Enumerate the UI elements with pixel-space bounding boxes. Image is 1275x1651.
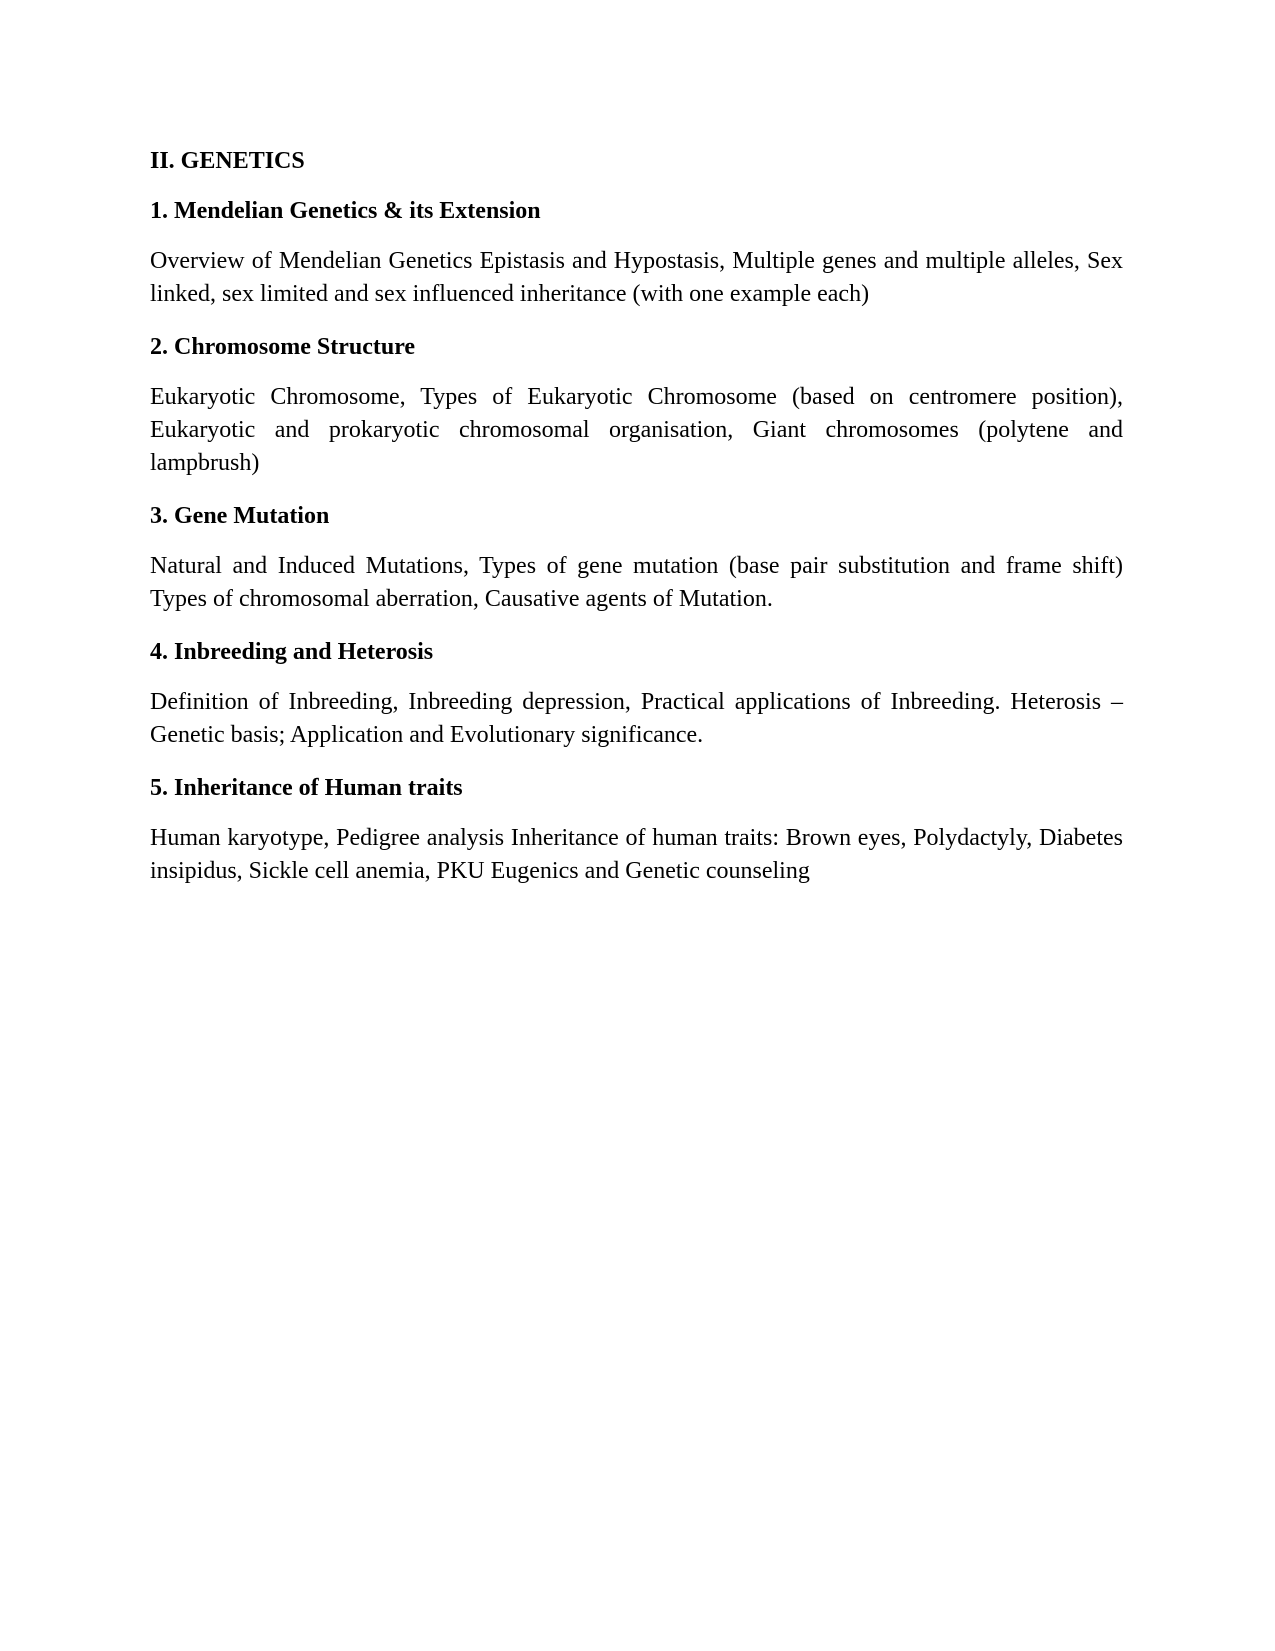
section-body: Definition of Inbreeding, Inbreeding depression, Practical applications of Inbreeding. Heterosis – Genetic basis; Application and Evolutionary significance.	[150, 689, 1123, 748]
document-page	[150, 145, 1123, 908]
section-body: Natural and Induced Mutations, Types of gene mutation (base pair substitution and frame shift) Types of chromosomal aberration, Causative agents of Mutation.	[150, 553, 1123, 612]
section-human-traits	[150, 772, 1123, 888]
section-gene-mutation	[150, 500, 1123, 616]
section-chromosome-structure	[150, 331, 1123, 480]
section-body: Eukaryotic Chromosome, Types of Eukaryotic Chromosome (based on centromere position), Eukaryotic and prokaryotic chromosomal organisation, Giant chromosomes (polytene and lampbrush)	[150, 384, 1123, 476]
section-title: 5. Inheritance of Human traits	[150, 775, 463, 801]
section-inbreeding-heterosis	[150, 636, 1123, 752]
section-title: 3. Gene Mutation	[150, 503, 330, 529]
section-title: 4. Inbreeding and Heterosis	[150, 639, 434, 665]
section-title: 2. Chromosome Structure	[150, 334, 416, 360]
section-body: Human karyotype, Pedigree analysis Inheritance of human traits: Brown eyes, Polydactyly, Diabetes insipidus, Sickle cell anemia, PKU Eugenics and Genetic counseling	[150, 825, 1123, 884]
document-heading: II. GENETICS	[150, 148, 305, 174]
section-mendelian-genetics	[150, 195, 1123, 311]
section-title: 1. Mendelian Genetics & its Extension	[150, 198, 541, 224]
section-body: Overview of Mendelian Genetics Epistasis and Hypostasis, Multiple genes and multiple alleles, Sex linked, sex limited and sex influenced inheritance (with one example each)	[150, 248, 1123, 307]
